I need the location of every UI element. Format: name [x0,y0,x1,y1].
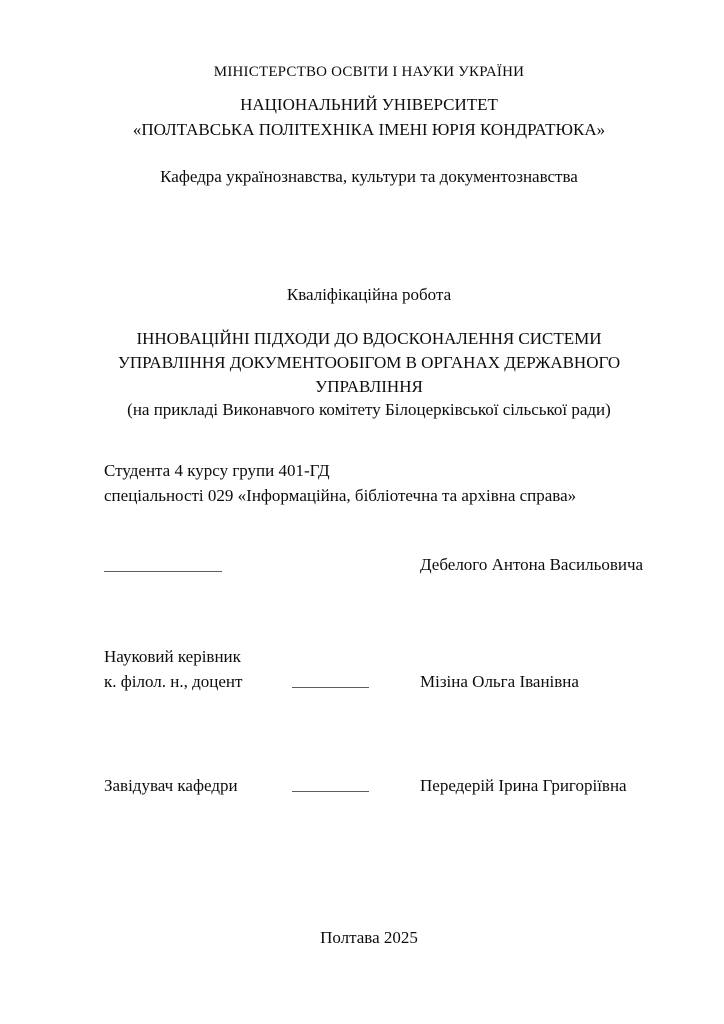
university-name: НАЦІОНАЛЬНИЙ УНІВЕРСИТЕТ [240,95,498,114]
student-name: Дебелого Антона Васильовича [420,555,644,574]
department-head-name: Передерій Ірина Григоріївна [420,776,627,795]
work-title-line2: УПРАВЛІННЯ ДОКУМЕНТООБІГОМ В ОРГАНАХ ДЕРЖАВНОГО [117,353,621,372]
department-head-signature-line [292,776,369,792]
city-year: Полтава 2025 [320,928,418,947]
supervisor-role-label: Науковий керівник [104,647,241,666]
work-type-label: Кваліфікаційна робота [286,285,452,304]
university-name-quoted: «ПОЛТАВСЬКА ПОЛІТЕХНІКА ІМЕНІ ЮРІЯ КОНДРАТЮКА» [132,120,606,139]
student-course-line: Студента 4 курсу групи 401-ГД [104,461,330,480]
supervisor-degree-label: к. філол. н., доцент [104,672,243,691]
work-subtitle: (на прикладі Виконавчого комітету Білоцерківської сільської ради) [127,400,611,419]
supervisor-signature-line [292,672,369,688]
supervisor-name: Мізіна Ольга Іванівна [420,672,579,691]
ministry-name: МІНІСТЕРСТВО ОСВІТИ І НАУКИ УКРАЇНИ [213,64,525,80]
page-content [104,0,644,1024]
student-signature-line [104,555,222,572]
work-title-line3: УПРАВЛІННЯ [315,377,423,396]
department-name: Кафедра українознавства, культури та документознавства [160,167,578,186]
student-specialty-line: спеціальності 029 «Інформаційна, бібліотечна та архівна справа» [104,486,577,505]
work-title-line1: ІННОВАЦІЙНІ ПІДХОДИ ДО ВДОСКОНАЛЕННЯ СИСТЕМИ [136,329,602,348]
department-head-role-label: Завідувач кафедри [104,776,238,795]
